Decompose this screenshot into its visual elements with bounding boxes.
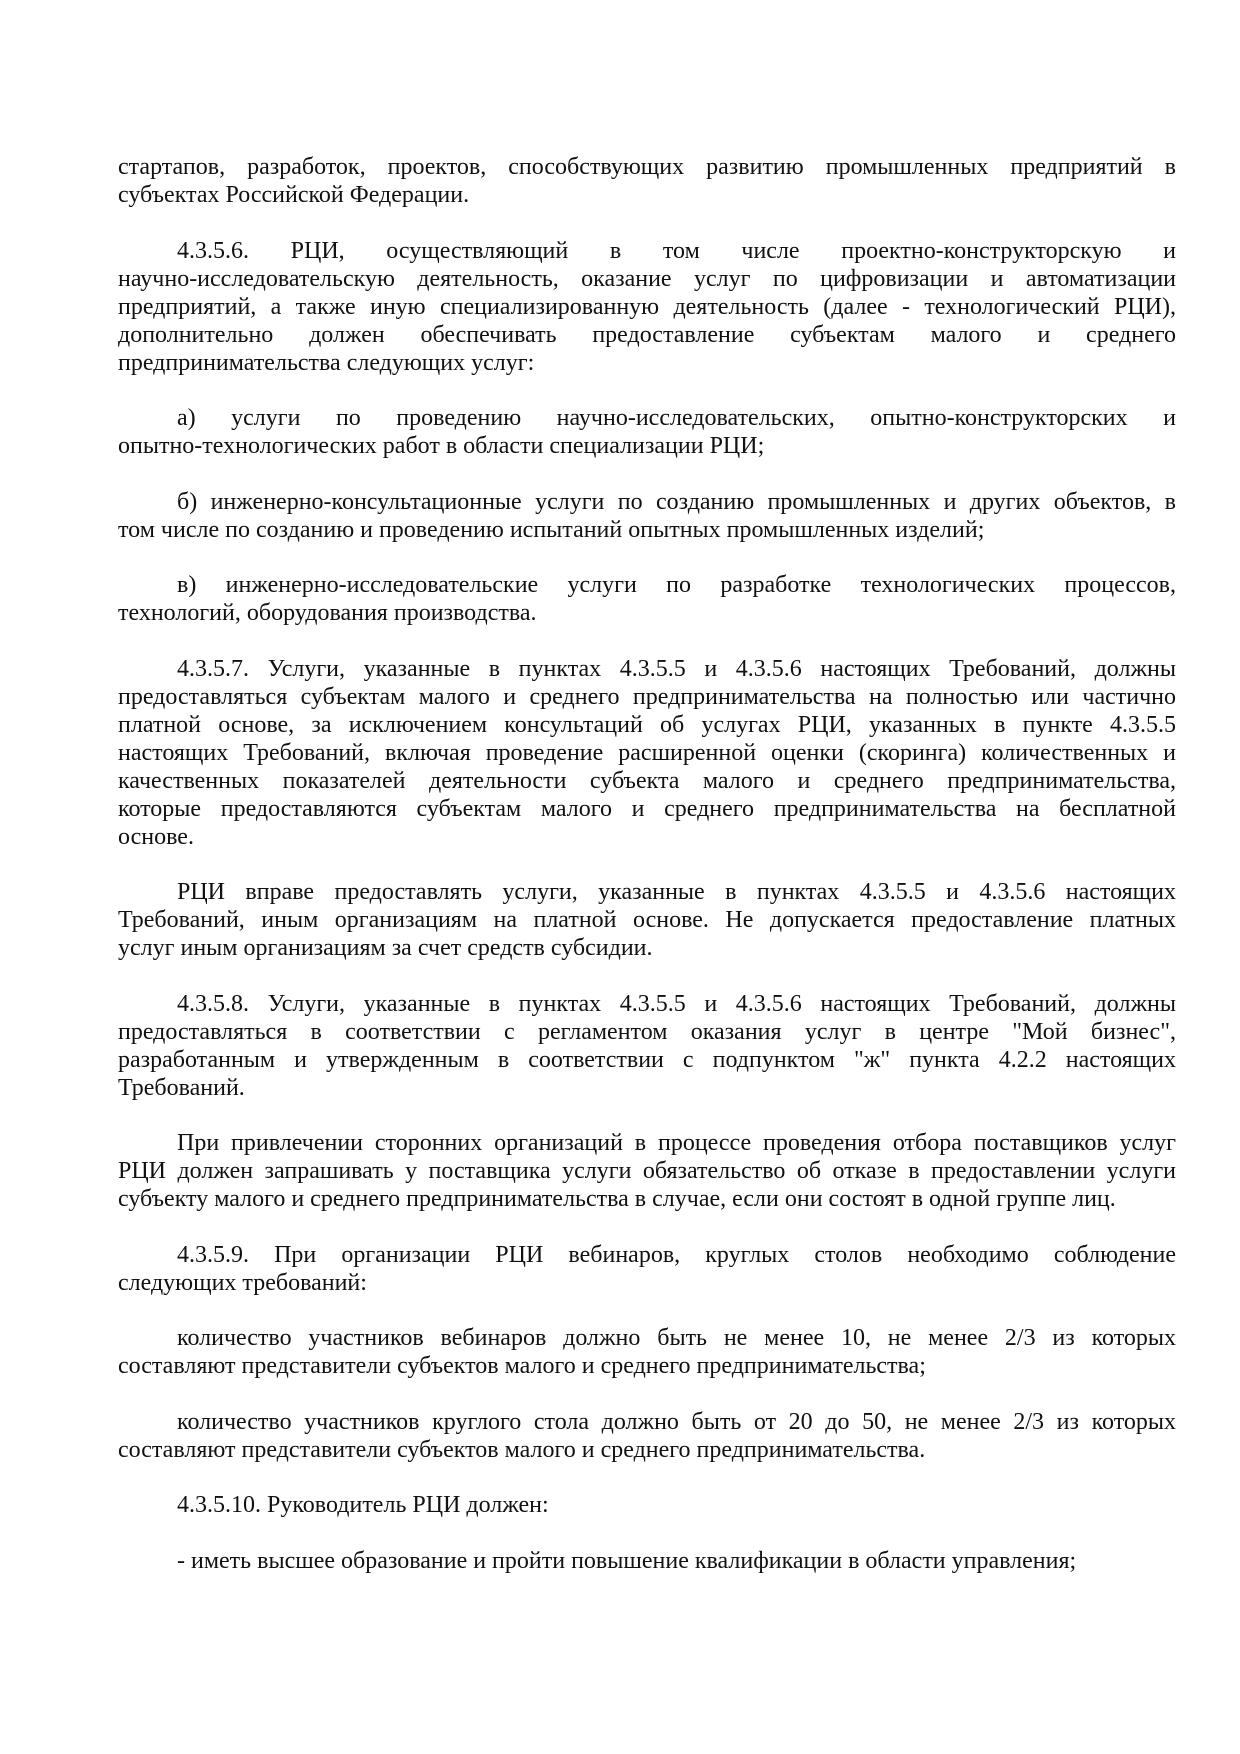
text-line: дополнительно должен обеспечивать предоставление субъектам малого и среднего (118, 321, 1176, 348)
text-line: стартапов, разработок, проектов, способствующих развитию промышленных предприятий в (118, 154, 1176, 180)
text-line: в) инженерно-исследовательские услуги по разработке технологических процессов, (177, 572, 1176, 598)
paragraph (118, 1324, 1176, 1380)
text-line: качественных показателей деятельности субъекта малого и среднего предпринимательства, (118, 767, 1176, 794)
paragraph (118, 1547, 1176, 1575)
text-line: опытно-технологических работ в области специализации РЦИ; (118, 433, 765, 459)
paragraph (118, 655, 1176, 851)
text-line: количество участников круглого стола должно быть от 20 до 50, не менее 2/3 из которых (177, 1408, 1176, 1435)
text-line: предпринимательства следующих услуг: (118, 349, 535, 376)
text-line: 4.3.5.9. При организации РЦИ вебинаров, круглых столов необходимо соблюдение (177, 1241, 1176, 1268)
text-line: субъектах Российской Федерации. (118, 182, 470, 208)
text-line: 4.3.5.6. РЦИ, осуществляющий в том числе проектно-конструкторскую и (177, 237, 1176, 264)
paragraph (118, 404, 1176, 460)
text-line: основе. (118, 823, 194, 850)
text-line: 4.3.5.7. Услуги, указанные в пунктах 4.3.5.5 и 4.3.5.6 настоящих Требований, должны (177, 655, 1176, 682)
paragraph (118, 571, 1176, 627)
text-line: настоящих Требований, включая проведение расширенной оценки (скоринга) количественных и (118, 739, 1176, 766)
paragraph (118, 1408, 1176, 1464)
text-line: которые предоставляются субъектам малого и среднего предпринимательства на бесплатной (118, 795, 1176, 822)
text-line: Требований, иным организациям на платной основе. Не допускается предоставление платных (118, 907, 1176, 933)
paragraph (118, 1129, 1176, 1213)
text-line: услуг иным организациям за счет средств субсидии. (118, 935, 653, 961)
text-line: предоставляться субъектам малого и среднего предпринимательства на полностью или частично (118, 683, 1176, 710)
text-line: предоставляться в соответствии с регламентом оказания услуг в центре "Мой бизнес", (118, 1018, 1176, 1045)
paragraph (118, 488, 1176, 544)
text-line: технологий, оборудования производства. (118, 600, 537, 626)
text-line: научно-исследовательскую деятельность, оказание услуг по цифровизации и автоматизации (118, 265, 1176, 292)
paragraph (118, 878, 1176, 962)
text-line: составляют представители субъектов малого и среднего предпринимательства. (118, 1436, 926, 1463)
paragraph (118, 1491, 1176, 1519)
document-page (118, 153, 1176, 1602)
text-line: разработанным и утвержденным в соответствии с подпунктом "ж" пункта 4.2.2 настоящих (118, 1046, 1176, 1073)
text-line: том числе по созданию и проведению испытаний опытных промышленных изделий; (118, 516, 985, 543)
text-line: количество участников вебинаров должно быть не менее 10, не менее 2/3 из которых (177, 1325, 1176, 1351)
text-line: составляют представители субъектов малого и среднего предпринимательства; (118, 1353, 926, 1379)
paragraph (118, 990, 1176, 1102)
text-line: 4.3.5.8. Услуги, указанные в пунктах 4.3.5.5 и 4.3.5.6 настоящих Требований, должны (177, 990, 1176, 1017)
text-line: б) инженерно-консультационные услуги по созданию промышленных и других объектов, в (177, 488, 1176, 515)
text-line: платной основе, за исключением консультаций об услугах РЦИ, указанных в пункте 4.3.5.5 (118, 711, 1176, 738)
text-line: 4.3.5.10. Руководитель РЦИ должен: (177, 1492, 549, 1518)
paragraph (118, 237, 1176, 377)
text-line: субъекту малого и среднего предпринимательства в случае, если они состоят в одной группе лиц. (118, 1186, 1116, 1212)
text-line: предприятий, а также иную специализированную деятельность (далее - технологический РЦИ), (118, 293, 1176, 320)
text-line: следующих требований: (118, 1269, 367, 1296)
text-line: РЦИ вправе предоставлять услуги, указанные в пунктах 4.3.5.5 и 4.3.5.6 настоящих (177, 879, 1176, 905)
paragraph (118, 153, 1176, 209)
text-line: При привлечении сторонних организаций в процессе проведения отбора поставщиков услуг (177, 1130, 1176, 1156)
text-line: РЦИ должен запрашивать у поставщика услуги обязательство об отказе в предоставлении услуги (118, 1158, 1176, 1184)
text-line: Требований. (118, 1074, 245, 1101)
text-line: а) услуги по проведению научно-исследовательских, опытно-конструкторских и (177, 405, 1176, 431)
paragraph (118, 1241, 1176, 1297)
text-line: - иметь высшее образование и пройти повышение квалификации в области управления; (177, 1547, 1077, 1574)
